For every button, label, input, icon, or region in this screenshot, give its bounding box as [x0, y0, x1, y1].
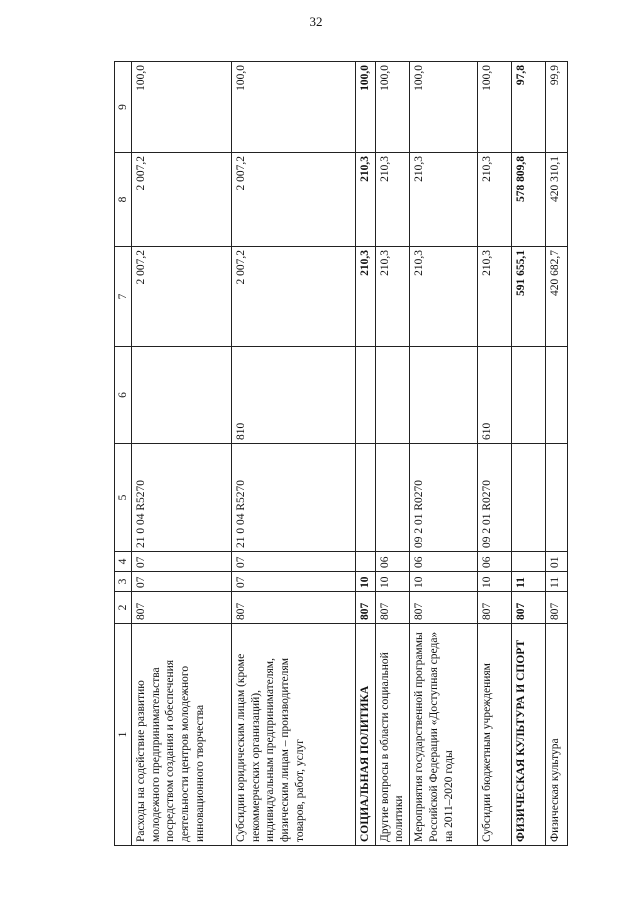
value-cell-8: 420 310,1: [546, 153, 568, 247]
value-cell-4: 06: [410, 552, 478, 572]
header-cell: 2: [115, 592, 132, 624]
header-cell: 1: [115, 624, 132, 846]
value-cell-2: 807: [478, 592, 512, 624]
table-row: [410, 62, 478, 846]
value-cell-9: 100,0: [356, 62, 376, 153]
header-cell: 7: [115, 247, 132, 347]
value-cell-3: 11: [512, 572, 546, 592]
value-cell-2: 807: [132, 592, 232, 624]
value-cell-4: 07: [232, 552, 356, 572]
page-number: 32: [309, 14, 323, 29]
value-cell-9: 100,0: [410, 62, 478, 153]
header-cell: 8: [115, 153, 132, 247]
value-cell-7: 2 007,2: [232, 247, 356, 347]
value-cell-2: 807: [356, 592, 376, 624]
budget-table: [114, 61, 568, 846]
value-cell-4: 06: [478, 552, 512, 572]
value-cell-9: 100,0: [375, 62, 409, 153]
row-label-cell: Другие вопросы в области социальной политики: [375, 624, 409, 846]
row-label-cell: Субсидии юридическим лицам (кроме некоммерческих организаций), индивидуальным предпринимателям, физическим лицам – производителям товаров, работ, услуг: [232, 624, 356, 846]
value-cell-3: 10: [478, 572, 512, 592]
value-cell-6: [132, 347, 232, 444]
value-cell-6: 810: [232, 347, 356, 444]
value-cell-6: [546, 347, 568, 444]
value-cell-7: 591 655,1: [512, 247, 546, 347]
header-cell: 4: [115, 552, 132, 572]
value-cell-3: 11: [546, 572, 568, 592]
header-cell: 5: [115, 444, 132, 552]
value-cell-8: 210,3: [410, 153, 478, 247]
value-cell-5: [546, 444, 568, 552]
header-cell: 3: [115, 572, 132, 592]
value-cell-2: 807: [512, 592, 546, 624]
value-cell-5: 21 0 04 R5270: [132, 444, 232, 552]
value-cell-9: 100,0: [478, 62, 512, 153]
value-cell-7: 420 682,7: [546, 247, 568, 347]
value-cell-8: 210,3: [356, 153, 376, 247]
table-row: [356, 62, 376, 846]
value-cell-3: 10: [356, 572, 376, 592]
value-cell-8: 210,3: [375, 153, 409, 247]
value-cell-9: 99,9: [546, 62, 568, 153]
rotated-table-wrapper: [114, 62, 562, 846]
value-cell-5: [512, 444, 546, 552]
table-row: [478, 62, 512, 846]
value-cell-4: 01: [546, 552, 568, 572]
row-label-cell: Физическая культура: [546, 624, 568, 846]
value-cell-5: 21 0 04 R5270: [232, 444, 356, 552]
row-label-cell: СОЦИАЛЬНАЯ ПОЛИТИКА: [356, 624, 376, 846]
value-cell-9: 100,0: [232, 62, 356, 153]
value-cell-4: 06: [375, 552, 409, 572]
table-body: [132, 62, 568, 846]
value-cell-4: [512, 552, 546, 572]
value-cell-3: 10: [375, 572, 409, 592]
value-cell-5: [375, 444, 409, 552]
value-cell-2: 807: [375, 592, 409, 624]
value-cell-6: [512, 347, 546, 444]
value-cell-4: 07: [132, 552, 232, 572]
value-cell-8: 210,3: [478, 153, 512, 247]
value-cell-3: 10: [410, 572, 478, 592]
table-row: [546, 62, 568, 846]
value-cell-7: 210,3: [410, 247, 478, 347]
row-label-cell: Расходы на содействие развитию молодежного предпринимательства посредством создания и обеспечения деятельности центров молодежного инновационного творчества: [132, 624, 232, 846]
value-cell-6: [375, 347, 409, 444]
value-cell-7: 210,3: [478, 247, 512, 347]
value-cell-3: 07: [232, 572, 356, 592]
value-cell-5: 09 2 01 R0270: [410, 444, 478, 552]
value-cell-5: 09 2 01 R0270: [478, 444, 512, 552]
value-cell-6: 610: [478, 347, 512, 444]
table-row: [232, 62, 356, 846]
value-cell-8: 2 007,2: [232, 153, 356, 247]
table-row: [512, 62, 546, 846]
row-label-cell: ФИЗИЧЕСКАЯ КУЛЬТУРА И СПОРТ: [512, 624, 546, 846]
value-cell-4: [356, 552, 376, 572]
value-cell-7: 210,3: [356, 247, 376, 347]
value-cell-2: 807: [232, 592, 356, 624]
value-cell-7: 210,3: [375, 247, 409, 347]
value-cell-2: 807: [546, 592, 568, 624]
value-cell-9: 97,8: [512, 62, 546, 153]
row-label-cell: Мероприятия государственной программы Российской Федерации «Доступная среда» на 2011–2020 годы: [410, 624, 478, 846]
value-cell-7: 2 007,2: [132, 247, 232, 347]
value-cell-5: [356, 444, 376, 552]
value-cell-6: [356, 347, 376, 444]
value-cell-2: 807: [410, 592, 478, 624]
value-cell-3: 07: [132, 572, 232, 592]
value-cell-6: [410, 347, 478, 444]
table-row: [132, 62, 232, 846]
row-label-cell: Субсидии бюджетным учреждениям: [478, 624, 512, 846]
value-cell-8: 578 809,8: [512, 153, 546, 247]
table-row: [375, 62, 409, 846]
value-cell-8: 2 007,2: [132, 153, 232, 247]
header-row: [115, 62, 132, 846]
header-cell: 6: [115, 347, 132, 444]
header-cell: 9: [115, 62, 132, 153]
value-cell-9: 100,0: [132, 62, 232, 153]
